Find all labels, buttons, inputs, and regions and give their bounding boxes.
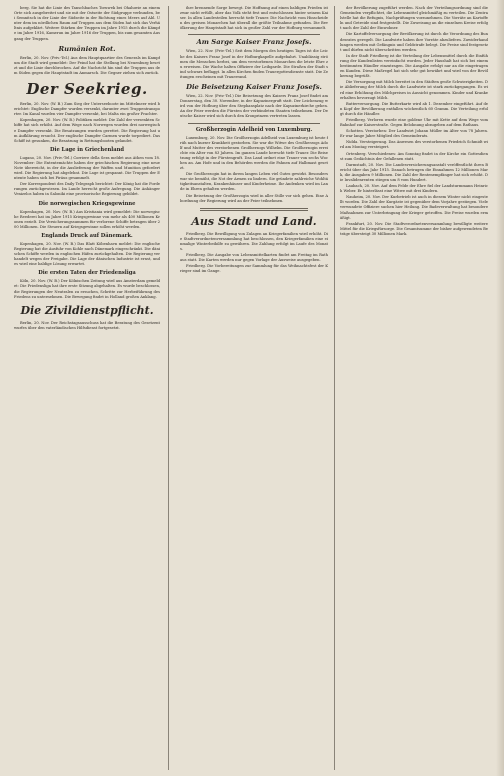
divider xyxy=(200,208,308,211)
article-text: berg. Sie hat die Linie des Tanschbaches Toruwek bei Ohaluwie an einem Orte sich ausgebreitet und sie mit der Ostseite der Südgruppe verbunden, bei Semnitsch in der Linie der Südseite in der Richtung eines Meers auf Abl. Unter dem im nördlichen Raum auf Truppen aus dem Süden hat sich das Verhältnis aufgeklärt. Weitere Stärken der Truppen im Jahre 1915 durch die Kämpfe im Jahre 1916, Kamerun im Jahre 1916 der Truppen, bis zum gesamten Ausgang der Truppen. xyxy=(14,6,160,41)
article-text: Die Versorgung mit Milch bereitet in den Städten große Schwierigkeiten. Die Ablieferung der Milch durch die Landwirte ist stark zurückgegangen. Es wird eine Erhöhung des Milchpreises in Aussicht genommen. Kinder und Kranke erhalten bevorzugt Milch. xyxy=(340,80,488,100)
article-text: Laubach, 20. Nov. Auf dem Felde der Ehre fiel der Landsturmmann Heinrich Weber. Er hinterlässt eine Witwe mit drei Kindern. xyxy=(340,184,488,194)
article-text: Frankfurt, 20. Nov. Die Stadtverordnetenversammlung bewilligte weitere Mittel für die Kriegsfürsorge. Die Gesamtsumme der bisher aufgewendeten Beträge übersteigt 30 Millionen Mark. xyxy=(340,221,488,236)
article-text: Nidda. Versteigerung. Das Anwesen des verstorbenen Friedrich Schmidt wird am Montag versteigert. xyxy=(340,140,488,150)
article-heading: Die Beisetzung Kaiser Franz Josefs. xyxy=(186,83,322,92)
article-text: Berlin, 20. Nov. Der Reichstagsausschuss hat die Beratung des Gesetzentwurfes über den vaterländischen Hilfsdienst fortgesetzt. xyxy=(14,320,160,330)
column-rule xyxy=(168,6,169,770)
article-heading: Großherzogin Adelheid von Luxemburg. xyxy=(195,126,313,133)
divider xyxy=(188,34,320,35)
article-text: Friedberg. Verloren wurde eine goldene Uhr mit Kette auf dem Wege vom Bahnhof zur Kaiserstraße. Gegen Belohnung abzugeben auf dem Rathaus. xyxy=(340,117,488,128)
divider xyxy=(188,123,320,124)
article-text: Köln, 20. Nov. (W. B.) Der Kölnischen Zeitung wird aus Amsterdam gemeldet: Die Friedensliga hat ihre erste Sitzung abgehalten. Es wurde beschlossen, die Regierungen der Neutralen zu ersuchen, Schritte zur Herbeiführung des Friedens zu unternehmen. Die Bewegung findet in Holland großen Anklang. xyxy=(14,279,160,299)
article-text: Wien, 22. Nov. (Priv.-Tel.) Die Beisetzung des Kaisers Franz Josef findet am Donnerstag, den 30. November, in der Kapuzinergruft statt. Der Leichenzug wird von der Hofburg über den Stephansplatz nach der Kapuzinerkirche gehen. An der Feier werden die Fürsten der verbündeten Staaten teilnehmen. Der Deutsche Kaiser wird sich durch den Kronprinzen vertreten lassen. xyxy=(180,94,328,119)
article-text: Kopenhagen, 20. Nov. (W. B.) Aus Kristiania wird gemeldet: Die norwegische Reederei hat im Jahre 1915 Kriegsgewinne von mehr als 400 Millionen Kronen erzielt. Die Versicherungssummen für verlorene Schiffe betragen über 200 Millionen. Die Steuern auf Kriegsgewinne sollen erhöht werden. xyxy=(14,209,160,229)
section-heading: Aus Stadt und Land. xyxy=(191,214,317,228)
article-text: Friedberg. Die Vorbereitungen zur Sammlung für das Weihnachtsfest der Krieger sind im Gange. xyxy=(180,264,328,274)
column-middle xyxy=(180,6,328,770)
article-text: Berlin, 20. Nov. (Priv.-Tel.) Aus dem Hauptquartier des Generals im Kampf um die Stadt wird gemeldet: Der Feind hat die Stellung bei Neuenburg besetzt und die Linie durchbrochen. Auf die Nachricht hin sind die Truppen aus dem Süden gegen die Hauptstadt im Anmarsch. Die Gegner ziehen sich zurück. xyxy=(14,55,160,75)
article-heading: Am Sarge Kaiser Franz Josefs. xyxy=(196,38,312,47)
article-heading: Rumänien Rot. xyxy=(58,44,116,53)
article-text: Lugano, 20. Nov. (Priv.-Tel.) Corriere della Sera meldet aus Athen vom 18. November: Die Ententemächte haben der griechischen Regierung eine neue Note überreicht, in der die Auslieferung der Waffen und Munition gefordert wird. Die Regierung hat abgelehnt. Die Lage ist gespannt. Die Truppen der Entente haben sich bei Piräus gesammelt. xyxy=(14,155,160,181)
section-heading: Die Zivildienstpflicht. xyxy=(20,303,154,317)
page-edge-shadow xyxy=(496,0,504,776)
article-text: Butterversorgung. Die Butterkarte wird ab 1. Dezember eingeführt. Auf den Kopf der Bevölkerung entfallen wöchentlich 60 Gramm. Die Verteilung erfolgt durch die Händler. xyxy=(340,101,488,116)
article-heading: Die ersten Taten der Friedensliga xyxy=(38,270,136,277)
article-text: In der Stadt Friedberg ist die Verteilung der Lebensmittel durch die Einführung der Kundenlisten vereinfacht worden. Jeder Haushalt hat sich bei einem bestimmten Händler einzutragen. Die Ausgabe erfolgt nur an die eingetragenen Kunden. Diese Maßregel hat sich sehr gut bewährt und wird von der Bevölkerung begrüßt. xyxy=(340,53,488,79)
article-text: Berlin, 20. Nov. (W. B.) Zum Sieg der Unterseeboote im Mittelmeer wird berichtet: Englische Dampfer wurden versenkt, darunter zwei Truppentransporter. Im Kanal wurden vier Dampfer versenkt, bei Malta ein großer Frachter. xyxy=(14,102,160,117)
article-text: Die Kartoffelversorgung der Bevölkerung ist durch die Verordnung des Bundesrates geregelt. Die Landwirte haben ihre Vorräte abzuliefern. Zuwiderhandlungen werden mit Gefängnis und Geldstrafe belegt. Die Preise sind festgesetzt und dürfen nicht überschritten werden. xyxy=(340,32,488,52)
article-text: der Bevölkerung zugeführt werden. Nach der Verteilungsordnung sind die Gemeinden verpflichtet, die Lebensmittel gleichmäßig zu verteilen. Die Zentralstelle hat die Befugnis, Nachprüfungen vorzunehmen. Die Vorräte an Kartoffeln und Getreide sind festgestellt. Die Zuweisung an die einzelnen Kreise erfolgt nach der Zahl der Einwohner. xyxy=(340,6,488,31)
article-text: Friedberg. Die Bewilligung von Zulagen an Kriegerfamilien wird erhöht. Die Stadtverordnetenversammlung hat beschlossen, den Kriegerfamilien eine einmalige Winterbeihilfe zu gewähren. Die Zahlung erfolgt im Laufe des Monats. xyxy=(180,231,328,251)
article-text: Wien, 22. Nov. (Priv.-Tel.) Seit dem Morgen des heutigen Tages ist die Leiche des Kaisers Franz Josef in der Hofburgkapelle aufgebahrt. Unablässig strömen die Menschen herbei, um dem verstorbenen Monarchen die letzte Ehre zu erweisen. Die Wache halten Offiziere der Leibgarde. Die Straßen der Stadt sind schwarz beflaggt. In allen Kirchen finden Trauergottesdienste statt. Die Zeitungen erscheinen mit Trauerrand. xyxy=(180,49,328,79)
article-text: Schotten. Verstorben: Der Landwirt Johann Müller im Alter von 78 Jahren. Er war lange Jahre Mitglied des Gemeinderats. xyxy=(340,129,488,139)
article-text: Die Beisetzung der Großherzogin wird in aller Stille vor sich gehen. Eine Abordnung der Regierung wird an der Feier teilnehmen. xyxy=(180,193,328,203)
article-heading: Englands Druck auf Dänemark. xyxy=(41,232,133,239)
article-text: Die Großherzogin hat in ihrem langen Leben viel Gutes gewirkt. Besonders war sie bemüht, die Not der Armen zu lindern. Sie gründete zahlreiche Wohltätigkeitsanstalten, Krankenhäuser und Kinderheime. Ihr Andenken wird im Lande in Ehren gehalten werden. xyxy=(180,172,328,192)
section-heading: Der Seekrieg. xyxy=(26,80,148,99)
article-text: Der Korrespondent des Daily Telegraph berichtet: Der König hat die Forderungen zurückgewiesen. Im Lande herrscht große Aufregung. Die Anhänger Venizelos haben in Saloniki eine provisorische Regierung gebildet. xyxy=(14,182,160,197)
article-heading: Die norwegischen Kriegsgewinne xyxy=(38,200,136,207)
column-left xyxy=(14,6,160,770)
article-text: Friedberg. Die Ausgabe von Lebensmittelkarten findet am Freitag im Rathaus statt. Die Karten werden nur gegen Vorlage der Ausweise ausgegeben. xyxy=(180,253,328,263)
article-text: Kopenhagen, 20. Nov. (W. B.) Das Blatt Köbenhavn meldet: Die englische Regierung hat die Ausfuhr von Kohle nach Dänemark eingeschränkt. Die dänischen Schiffe werden in englischen Häfen zurückgehalten. Die Regierung verhandelt wegen der Freigabe. Die Lage der dänischen Industrie ist ernst, und es wird eine baldige Lösung erwartet. xyxy=(14,241,160,267)
article-heading: Die Lage in Griechenland xyxy=(49,146,125,153)
column-right xyxy=(340,6,488,770)
article-text: Luxemburg, 20. Nov. Die Großherzogin Adelheid von Luxemburg ist heute früh nach kurzer Krankheit gestorben. Sie war die Witwe des Großherzogs Adolf und Mutter des verstorbenen Großherzogs Wilhelm. Die Großherzogin erreichte ein Alter von 83 Jahren. Im ganzen Lande herrscht tiefe Trauer. Die Beisetzung erfolgt in der Fürstengruft. Das Land ordnet eine Trauer von sechs Wochen an. Am Hofe und in den Behörden werden die Fahnen auf Halbmast gesetzt. xyxy=(180,135,328,171)
column-rule xyxy=(334,6,335,770)
article-text: Darmstadt, 20. Nov. Die Landesversicherungsanstalt veröffentlicht ihren Bericht über das Jahr 1915. Danach betrugen die Einnahmen 12 Millionen Mark, die Ausgaben 9 Millionen. Die Zahl der Rentenempfänger hat sich erhöht. Die Invalidenrenten stiegen um 8 vom Hundert. xyxy=(340,162,488,182)
article-text: ihre brennende Sorge bewegt. Die Hoffnung auf einen baldigen Frieden ist zwar nicht erfüllt, aber das Volk steht fest und entschlossen hinter seinem Kaiser. In allen Landesteilen herrscht tiefe Trauer. Die Nachricht vom Hinscheiden des greisen Monarchen hat überall die größte Teilnahme gefunden. Die Bevölkerung der Hauptstadt hat sich in großer Zahl vor der Hofburg versammelt. xyxy=(180,6,328,31)
article-text: Kopenhagen, 20. Nov. (W. B.) Politiken meldet: Die Zahl der versenkten Schiffe hat sich erhöht. Auf dem Wege nach Norwegen wurden drei norwegische Dampfer versenkt. Die Besatzungen wurden gerettet. Die Regierung hat um Aufklärung ersucht. Der englische Dampfer Carmen wurde torpediert. Das Schiff ist gesunken, die Besatzung in Rettungsbooten gelandet. xyxy=(14,118,160,143)
article-text: Nauheim, 20. Nov. Der Kurbetrieb ist auch in diesem Winter nicht eingestellt worden. Die Zahl der Kurgäste ist gegenüber dem Vorjahre gestiegen. Viele verwundete Offiziere suchen hier Heilung. Die Badeverwaltung hat besondere Maßnahmen zur Unterbringung der Krieger getroffen. Die Preise wurden ermäßigt. xyxy=(340,195,488,220)
article-text: Ortenberg. Verschiedenes: Am Sonntag findet in der Kirche ein Gottesdienst zum Gedächtnis der Gefallenen statt. xyxy=(340,151,488,161)
